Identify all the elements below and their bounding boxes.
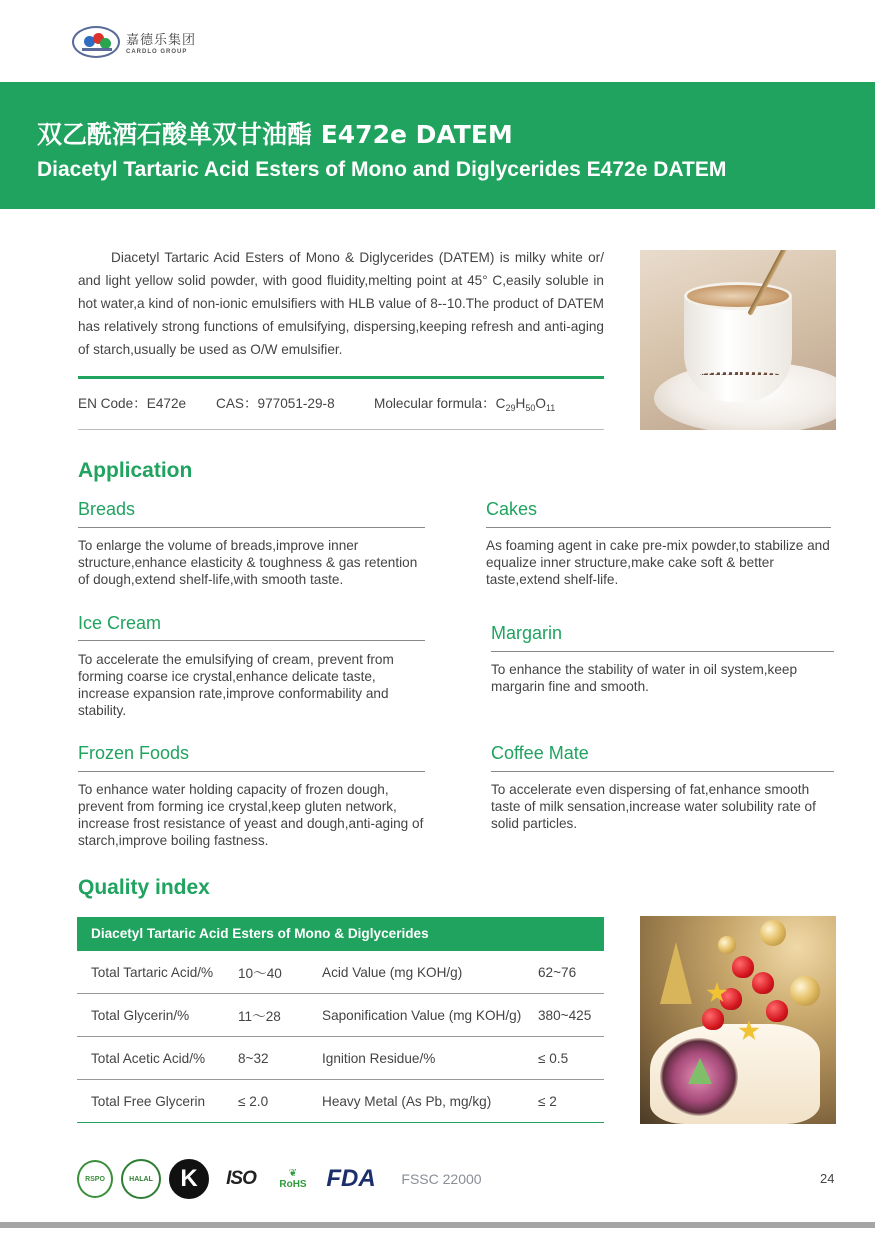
param-name: Saponification Value (mg KOH/g): [322, 1007, 522, 1023]
quality-heading: Quality index: [78, 876, 210, 899]
param-name: Ignition Residue/%: [322, 1050, 436, 1066]
param-name: Total Acetic Acid/%: [91, 1050, 206, 1066]
table-row: [77, 1080, 604, 1123]
app-text-breads: To enlarge the volume of breads,improve inner structure,enhance elasticity & toughness & gas retention of dough,extend shelf-life,with smooth taste.: [78, 538, 418, 587]
param-value: 380~425: [538, 1007, 592, 1023]
app-title-ice-cream: Ice Cream: [78, 613, 162, 633]
app-text-coffee-mate: To accelerate even dispersing of fat,enhance smooth taste of milk sensation,increase water solubility rate of solid particles.: [491, 782, 816, 831]
halal-logo: HALAL: [121, 1159, 161, 1199]
brand-name-en: CARDLO GROUP: [126, 49, 188, 55]
app-text-cakes: As foaming agent in cake pre-mix powder,to stabilize and equalize inner structure,make cake soft & better taste,extend shelf-life.: [486, 538, 830, 587]
param-value: 11～28: [238, 1009, 281, 1024]
app-title-cakes: Cakes: [486, 499, 538, 519]
divider: [491, 771, 834, 772]
page-title-en: Diacetyl Tartaric Acid Esters of Mono and Diglycerides E472e DATEM: [37, 158, 727, 181]
brand-name-cn: 嘉德乐集团: [126, 33, 197, 48]
table-row: [77, 1037, 604, 1080]
param-value: ≤ 2: [538, 1093, 557, 1109]
rohs-logo: ❦ RoHS: [279, 1168, 307, 1190]
app-title-margarin: Margarin: [491, 623, 563, 643]
page-title-cn: 双乙酰酒石酸单双甘油酯 E472e DATEM: [37, 120, 513, 149]
param-value: 62~76: [538, 964, 577, 980]
footer-bar: [0, 1222, 875, 1228]
table-row: [77, 951, 604, 994]
app-title-frozen-foods: Frozen Foods: [78, 743, 190, 763]
fssc-logo: FSSC 22000: [401, 1171, 482, 1187]
leaf-icon: ❦: [288, 1168, 298, 1179]
divider: [78, 771, 425, 772]
page-number: 24: [820, 1171, 835, 1186]
cake-roll-photo: [640, 916, 836, 1124]
molecular-formula: Molecular formula：$C_{29}H_{50}O_{11}$: [374, 396, 556, 413]
cas-number: CAS：977051-29-8: [216, 396, 335, 411]
brand-logo: [72, 26, 196, 58]
fda-logo: FDA: [326, 1165, 376, 1192]
brand-logo-icon: [72, 26, 120, 58]
divider: [491, 651, 834, 652]
param-value: 8~32: [238, 1050, 269, 1066]
param-value: ≤ 0.5: [538, 1050, 569, 1066]
certification-logos: [77, 1158, 502, 1200]
coffee-cup-photo: [640, 250, 836, 430]
divider: [78, 527, 425, 528]
quality-table: [77, 917, 604, 1123]
app-text-frozen-foods: To enhance water holding capacity of frozen dough, prevent from forming ice crystal,keep gluten network, increase frost resistance of yeast and dough,anti-aging of starch,improve boiling fastness.: [78, 782, 424, 848]
param-name: Acid Value (mg KOH/g): [322, 964, 463, 980]
table-row: [77, 994, 604, 1037]
app-text-ice-cream: To accelerate the emulsifying of cream, prevent from forming coarse ice crystal,enhance delicate taste, increase expansion rate,improve conformability and stability.: [78, 652, 394, 718]
title-banner: [0, 82, 875, 209]
param-name: Total Glycerin/%: [91, 1007, 190, 1023]
divider: [486, 527, 831, 528]
divider-grey: [78, 429, 604, 430]
application-heading: Application: [78, 459, 193, 482]
rspo-logo: RSPO: [77, 1160, 113, 1198]
app-title-breads: Breads: [78, 499, 136, 519]
app-title-coffee-mate: Coffee Mate: [491, 743, 589, 763]
divider: [78, 640, 425, 641]
param-name: Total Free Glycerin: [91, 1093, 206, 1109]
en-code: EN Code：E472e: [78, 396, 187, 411]
quality-table-title: Diacetyl Tartaric Acid Esters of Mono & Diglycerides: [77, 917, 604, 951]
divider-green: [78, 376, 604, 379]
product-description: Diacetyl Tartaric Acid Esters of Mono & Diglycerides (DATEM) is milky white or/ and light yellow solid powder, with good fluidity,melting point at 45° C,easily soluble in hot water,a kind of non-ionic emulsifiers with HLB value of 8--10.The product of DATEM has relatively strong functions of emulsifying, dispersing,keeping refresh and anti-aging of starch,usually be used as O/W emulsifier.: [78, 250, 604, 357]
kosher-logo: K: [169, 1159, 209, 1199]
iso-logo: ISO: [226, 1168, 256, 1189]
param-value: ≤ 2.0: [238, 1093, 269, 1109]
param-name: Heavy Metal (As Pb, mg/kg): [322, 1093, 492, 1109]
product-codes: [78, 392, 555, 413]
param-value: 10～40: [238, 966, 282, 981]
param-name: Total Tartaric Acid/%: [91, 964, 214, 980]
app-text-margarin: To enhance the stability of water in oil system,keep margarin fine and smooth.: [491, 662, 798, 694]
